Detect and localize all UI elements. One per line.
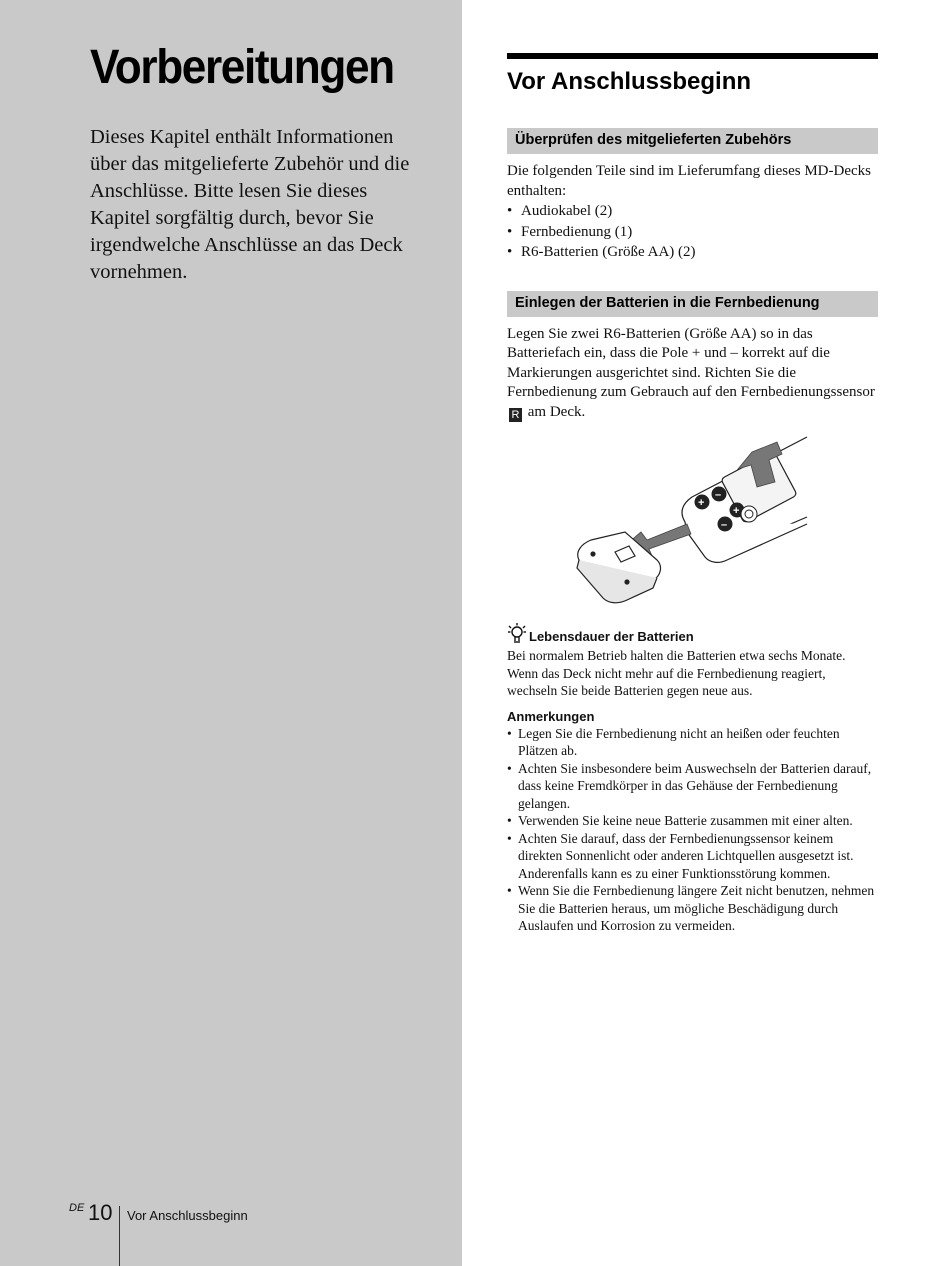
section-title: Vor Anschlussbeginn xyxy=(507,68,752,95)
chapter-title: Vorbereitungen xyxy=(90,41,394,94)
remote-sensor-icon: R xyxy=(509,408,522,422)
accessories-list xyxy=(507,201,878,263)
section-rule xyxy=(507,53,878,59)
battery-insertion-illustration xyxy=(507,432,878,612)
svg-text:+: + xyxy=(698,497,705,509)
lightbulb-tip-icon xyxy=(507,622,527,644)
footer-language: DE xyxy=(69,1202,85,1214)
chapter-intro: Dieses Kapitel enthält Informationen über das mitgelieferte Zubehör und die Anschlüsse. Bitte lesen Sie dieses Kapitel sorgfältig durch, bevor Sie irgendwelche Anschlüsse an das Deck vornehmen. xyxy=(90,126,410,283)
list-item: • Achten Sie darauf, dass der Fernbedienungssensor keinem direkten Sonnenlicht oder anderen Lichtquellen ausgesetzt ist. Anderenfalls kann es zu einer Funktionsstörung kommen. xyxy=(507,830,878,883)
content-column xyxy=(507,53,878,935)
batteries-text xyxy=(507,325,878,423)
notes-heading: Anmerkungen xyxy=(507,708,595,724)
subheading-accessories: Überprüfen des mitgelieferten Zubehörs xyxy=(507,128,878,154)
batteries-text-part1: Legen Sie zwei R6-Batterien (Größe AA) so in das Batteriefach ein, dass die Pole + und – korrekt auf die Markierungen ausgerichtet sind. Richten Sie die Fernbedienung zum Gebrauch auf den Fernbedienungssensor xyxy=(507,325,875,400)
list-item: • Fernbedienung (1) xyxy=(507,222,878,243)
list-item: • Achten Sie insbesondere beim Auswechseln der Batterien darauf, dass keine Fremdkörper in das Gehäuse der Fernbedienung gelangen. xyxy=(507,760,878,813)
svg-text:–: – xyxy=(715,489,722,501)
subheading-batteries: Einlegen der Batterien in die Fernbedienung xyxy=(507,291,878,317)
accessories-text: Die folgenden Teile sind im Lieferumfang dieses MD-Decks enthalten: xyxy=(507,163,871,199)
tip-title: Lebensdauer der Batterien xyxy=(529,629,694,644)
chapter-panel xyxy=(0,0,462,1266)
tip-text: Bei normalem Betrieb halten die Batterien etwa sechs Monate. Wenn das Deck nicht mehr auf die Fernbedienung reagiert, wechseln Sie beide Batterien gegen neue aus. xyxy=(507,648,846,698)
list-item: • Legen Sie die Fernbedienung nicht an heißen oder feuchten Plätzen ab. xyxy=(507,725,878,760)
footer-divider xyxy=(119,1206,120,1266)
footer-section-label: Vor Anschlussbeginn xyxy=(127,1208,248,1223)
notes-list xyxy=(507,725,878,935)
list-item: • Audiokabel (2) xyxy=(507,201,878,222)
batteries-text-part2: am Deck. xyxy=(527,403,586,420)
page-number: 10 xyxy=(88,1200,113,1225)
svg-text:+: + xyxy=(733,505,740,517)
list-item: • Verwenden Sie keine neue Batterie zusammen mit einer alten. xyxy=(507,812,878,830)
list-item: • Wenn Sie die Fernbedienung längere Zeit nicht benutzen, nehmen Sie die Batterien heraus, um mögliche Beschädigung durch Auslaufen und Korrosion zu vermeiden. xyxy=(507,882,878,935)
tip-heading xyxy=(507,622,878,644)
list-item: • R6-Batterien (Größe AA) (2) xyxy=(507,242,878,263)
svg-text:–: – xyxy=(721,519,728,531)
